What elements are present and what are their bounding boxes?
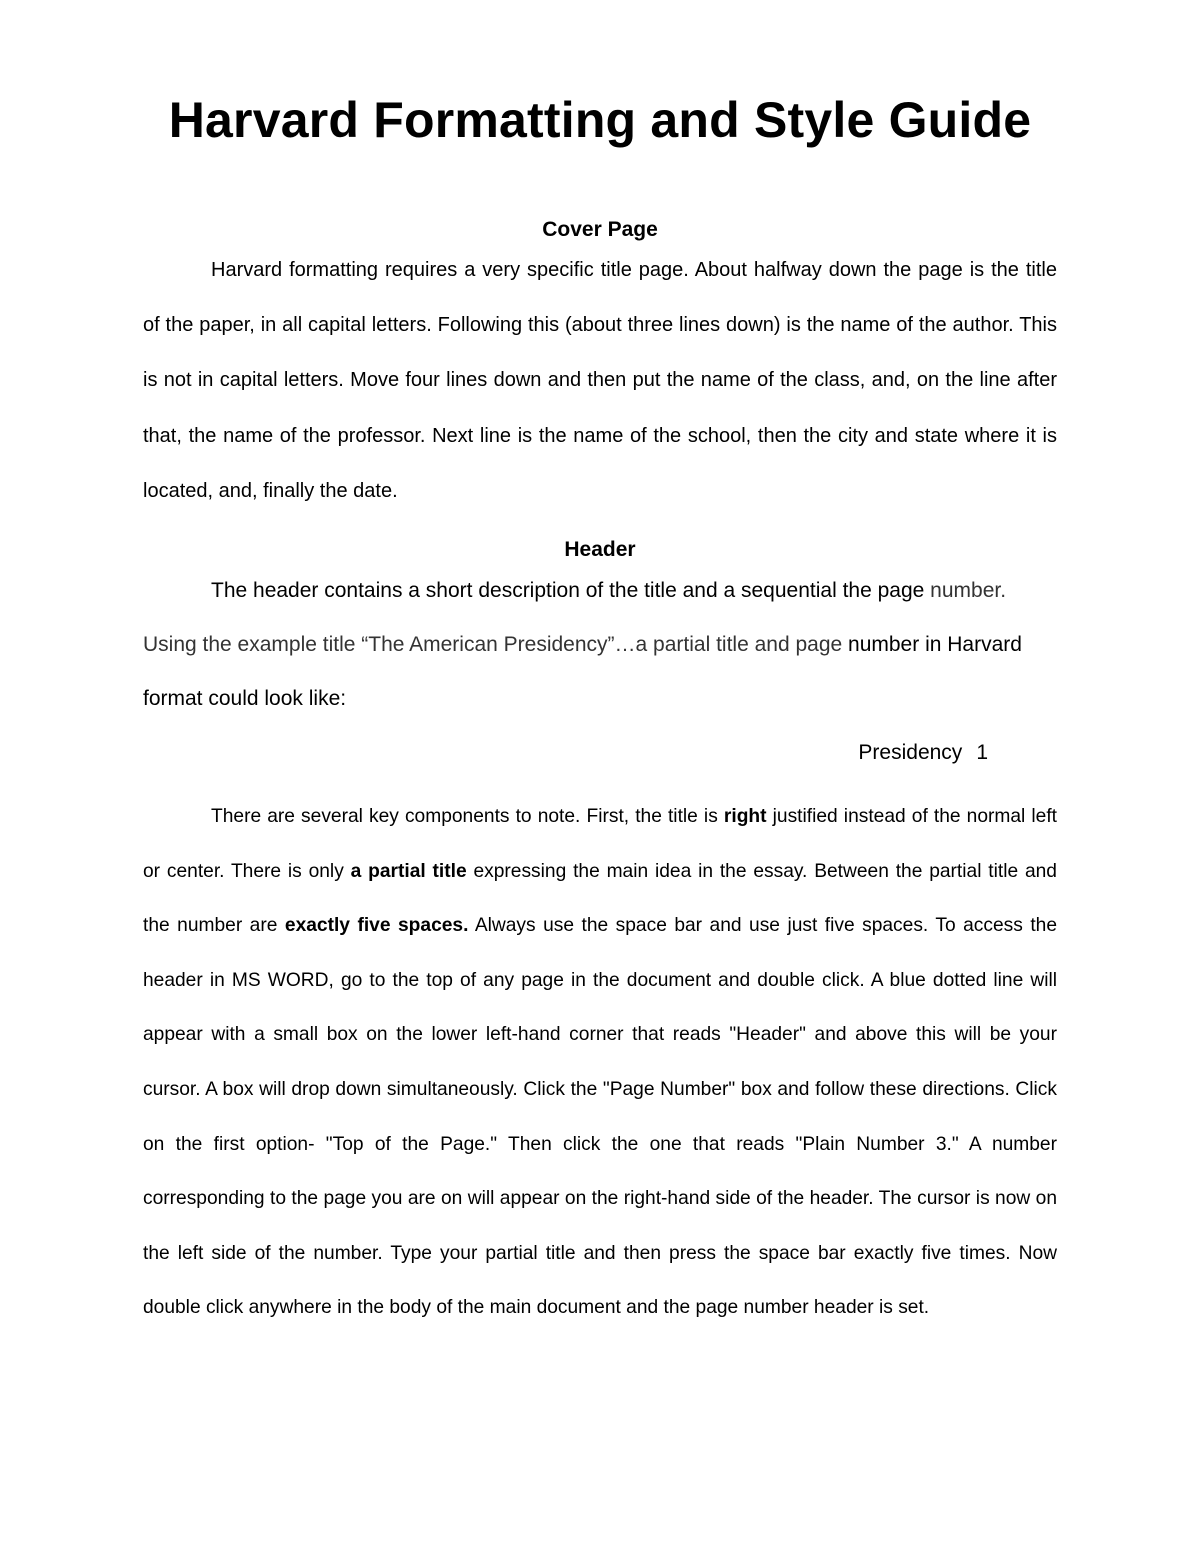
example-partial-title: Presidency [858, 741, 963, 764]
header-paragraph-line2: number. Using the example title “The American Presidency”…a partial title and page [143, 579, 1007, 656]
notes-text-3: expressing the main idea in the essay. Between the partial title and the number are [143, 860, 1057, 937]
example-page-number: 1 [976, 741, 988, 764]
example-header [0, 738, 988, 768]
notes-text-1: There are several key components to note. First, the title is [211, 806, 724, 827]
header-paragraph-line3: number in Harvard format could look like: [143, 633, 1022, 710]
notes-bold-partial-title: a partial title [350, 860, 467, 882]
document-title: Harvard Formatting and Style Guide [168, 92, 1032, 148]
header-paragraph-line1: The header contains a short description of the title and a sequential the page [211, 579, 925, 602]
header-paragraph [143, 564, 1057, 726]
cover-page-paragraph: Harvard formatting requires a very specific title page. About halfway down the page is the title of the paper, in all capital letters. Following this (about three lines down) is the name of the author. This is not in capital letters. Move four lines down and then put the name of the class, and, on the line after that, the name of the professor. Next line is the name of the school, then the city and state where it is located, and, finally the date. [143, 259, 1057, 502]
header-notes-paragraph [143, 790, 1057, 1336]
notes-text-2: justified instead of the normal left or center. There is only [143, 806, 1057, 882]
header-heading: Header [564, 538, 636, 561]
notes-text-4: Always use the space bar and use just five spaces. To access the header in MS WORD, go to the top of any page in the document and double click. A blue dotted line will appear with a small box on the lower left-hand corner that reads "Header" and above this will be your cursor. A box will drop down simultaneously. Click the "Page Number" box and follow these directions. Click on the first option- "Top of the Page." Then click the one that reads "Plain Number 3." A number corresponding to the page you are on will appear on the right-hand side of the header. The cursor is now on the left side of the number. Type your partial title and then press the space bar exactly five times. Now double click anywhere in the body of the main document and the page number header is set. [143, 915, 1057, 1319]
notes-bold-right: right [723, 806, 767, 827]
notes-bold-five-spaces: exactly five spaces. [284, 915, 469, 937]
cover-page-heading: Cover Page [542, 218, 658, 241]
